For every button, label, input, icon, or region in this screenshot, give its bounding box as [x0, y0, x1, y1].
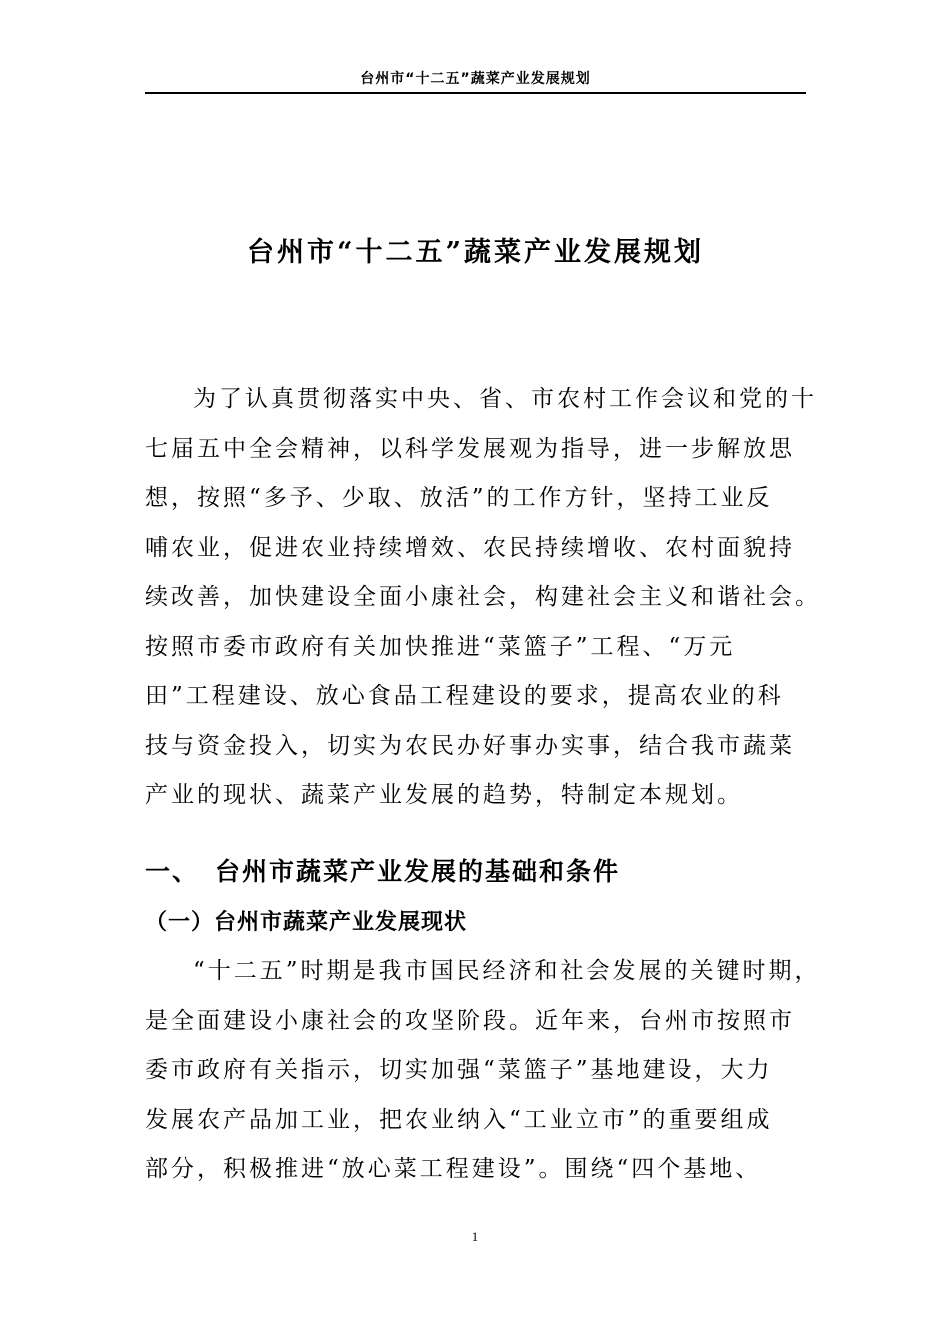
paragraph-line: 产业的现状、蔬菜产业发展的趋势，特制定本规划。	[145, 782, 743, 808]
paragraph-line: 部分，积极推进“放心菜工程建设”。围绕“四个基地、	[145, 1156, 762, 1182]
paragraph-line: 按照市委市政府有关加快推进“菜篮子”工程、“万元	[145, 633, 736, 660]
section-heading	[145, 852, 620, 888]
paragraph-line: 是全面建设小康社会的攻坚阶段。近年来，台州市按照市	[145, 1007, 795, 1034]
paragraph-line: 七届五中全会精神，以科学发展观为指导，进一步解放思	[145, 435, 795, 462]
intro-paragraph	[145, 375, 835, 821]
paragraph-line: 续改善，加快建设全面小康社会，构建社会主义和谐社会。	[145, 584, 821, 610]
document-title: 台州市“十二五”蔬菜产业发展规划	[246, 237, 705, 268]
running-header: 台州市“十二五”蔬菜产业发展规划	[360, 71, 591, 87]
paragraph-line: 田”工程建设、放心食品工程建设的要求，提高农业的科	[145, 683, 784, 709]
paragraph-line: 委市政府有关指示，切实加强“菜篮子”基地建设，大力	[145, 1057, 773, 1083]
section-number: 一、	[145, 857, 200, 886]
body-paragraph	[145, 947, 835, 1195]
page-number: 1	[471, 1229, 479, 1244]
paragraph-line: “十二五”时期是我市国民经济和社会发展的关键时期，	[193, 958, 821, 984]
header-divider	[145, 92, 806, 94]
paragraph-line: 想，按照“多予、少取、放活”的工作方针，坚持工业反	[145, 485, 773, 511]
paragraph-line: 技与资金投入，切实为农民办好事办实事，结合我市蔬菜	[145, 732, 795, 759]
paragraph-line: 为了认真贯彻落实中央、省、市农村工作会议和党的十	[193, 386, 817, 412]
paragraph-line: 哺农业，促进农业持续增效、农民持续增收、农村面貌持	[145, 534, 795, 561]
paragraph-line: 发展农产品加工业，把农业纳入“工业立市”的重要组成	[145, 1106, 773, 1133]
subsection-heading: （一）台州市蔬菜产业发展现状	[145, 910, 468, 935]
section-title: 台州市蔬菜产业发展的基础和条件	[215, 857, 621, 886]
